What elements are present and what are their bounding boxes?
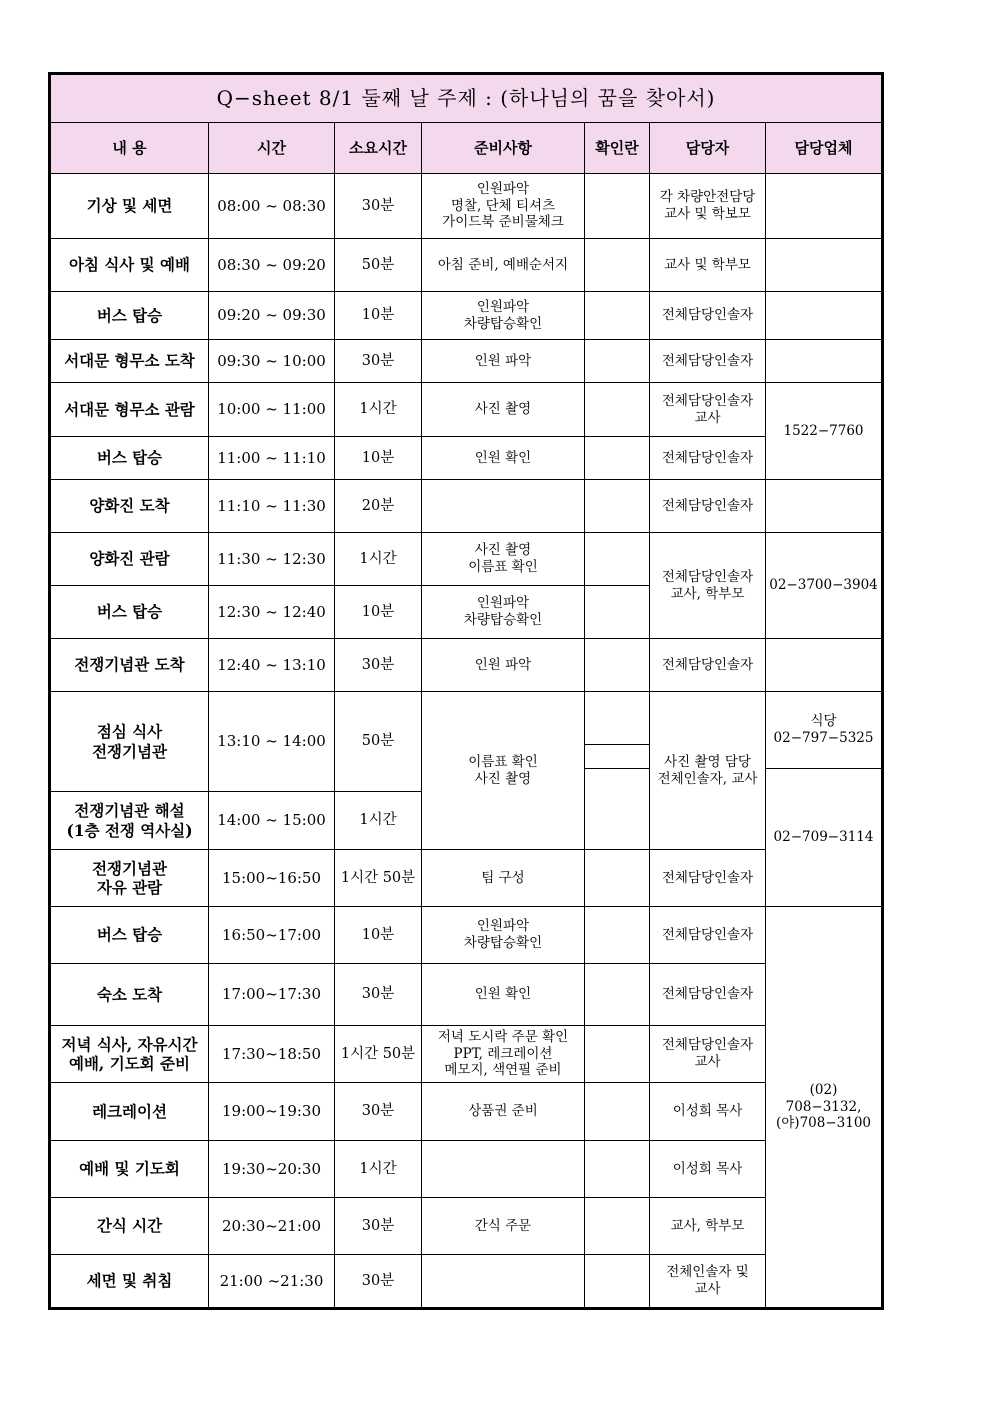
check-cell[interactable] xyxy=(585,964,650,1026)
war-memorial-contact xyxy=(766,768,881,906)
duration-cell xyxy=(335,340,422,383)
prep-cell xyxy=(422,586,585,639)
text-line: 이름표 확인 xyxy=(468,559,538,575)
prep-cell xyxy=(422,239,585,292)
time-cell xyxy=(209,174,335,239)
time-cell xyxy=(209,692,335,792)
check-cell[interactable] xyxy=(585,1083,650,1141)
company-cell xyxy=(766,639,883,692)
text-line: 이성희 목사 xyxy=(672,1103,743,1120)
duration-cell xyxy=(335,1026,422,1083)
text-line: 교사 xyxy=(694,1054,721,1070)
text-line: 02−3700−3904 xyxy=(769,577,878,594)
text-line: 30분 xyxy=(361,1272,395,1289)
schedule-row xyxy=(50,1255,883,1309)
check-cell[interactable] xyxy=(585,1141,650,1198)
text-line: 21:00 ~21:30 xyxy=(219,1271,324,1290)
duration-cell xyxy=(335,692,422,792)
text-line: 양화진 도착 xyxy=(89,496,170,516)
prep-cell xyxy=(422,292,585,340)
time-cell xyxy=(209,1255,335,1309)
schedule-row xyxy=(50,239,883,292)
page-title xyxy=(50,74,883,123)
content-cell xyxy=(50,383,209,437)
prep-cell xyxy=(422,437,585,480)
schedule-row xyxy=(50,437,883,480)
time-cell xyxy=(209,1198,335,1255)
prep-cell xyxy=(422,907,585,964)
text-line: 아침 준비, 예배순서지 xyxy=(437,256,569,273)
person-cell xyxy=(650,437,766,480)
content-cell xyxy=(50,1083,209,1141)
text-line: 차량탑승확인 xyxy=(463,612,543,628)
content-cell xyxy=(50,586,209,639)
person-cell xyxy=(650,639,766,692)
text-line: 전쟁기념관 해설 xyxy=(74,801,185,821)
text-line: 교사 및 학보모 xyxy=(664,206,751,222)
text-line: 교사 및 학부모 xyxy=(664,256,751,273)
text-line: 1522−7760 xyxy=(783,422,864,439)
header-label: 내 용 xyxy=(112,138,147,157)
time-cell xyxy=(209,292,335,340)
text-line: 이름표 확인 xyxy=(468,753,538,770)
restaurant-contact xyxy=(766,692,881,768)
prep-cell xyxy=(422,174,585,239)
check-cell[interactable] xyxy=(585,480,650,533)
content-cell xyxy=(50,964,209,1026)
schedule-row xyxy=(50,340,883,383)
header-label: 담당자 xyxy=(685,138,730,157)
content-cell xyxy=(50,1026,209,1083)
title-text: Q−sheet 8/1 둘째 날 주제 : (하나님의 꿈을 찾아서) xyxy=(216,86,716,110)
text-line: 09:30 ~ 10:00 xyxy=(217,351,326,370)
prep-cell xyxy=(422,1198,585,1255)
prep-cell xyxy=(422,639,585,692)
text-line: 교사 xyxy=(694,409,721,426)
content-cell xyxy=(50,850,209,907)
duration-cell xyxy=(335,1083,422,1141)
duration-cell xyxy=(335,533,422,586)
person-cell xyxy=(650,964,766,1026)
company-cell xyxy=(766,239,883,292)
prep-cell xyxy=(422,383,585,437)
content-cell xyxy=(50,1255,209,1309)
text-line: 전체담당인솔자 xyxy=(661,869,754,886)
duration-cell xyxy=(335,907,422,964)
text-line: 708−3132, xyxy=(785,1098,862,1115)
prep-cell xyxy=(422,1083,585,1141)
text-line: PPT, 레크레이션 xyxy=(453,1045,553,1062)
text-line: 02−709−3114 xyxy=(773,828,874,845)
duration-cell xyxy=(335,964,422,1026)
check-cell[interactable] xyxy=(585,1255,650,1309)
text-line: 교사, 학부모 xyxy=(670,1217,745,1234)
text-line: 버스 탑승 xyxy=(96,925,163,945)
text-line: (야)708−3100 xyxy=(776,1115,872,1132)
text-line: 10분 xyxy=(361,449,395,466)
person-cell xyxy=(650,292,766,340)
header-label: 확인란 xyxy=(595,138,639,157)
check-cell[interactable] xyxy=(585,239,650,292)
text-line: 1시간 xyxy=(359,550,397,567)
check-cell[interactable] xyxy=(585,1198,650,1255)
text-line: 메모지, 색연필 준비 xyxy=(444,1062,562,1079)
text-line: 자유 관람 xyxy=(96,878,163,897)
time-cell xyxy=(209,586,335,639)
header-label: 준비사항 xyxy=(474,138,532,157)
header-content xyxy=(50,123,209,174)
text-line: 12:30 ~ 12:40 xyxy=(217,602,326,621)
person-cell xyxy=(650,533,766,639)
check-cell[interactable] xyxy=(585,850,650,907)
schedule-row xyxy=(50,850,883,907)
duration-cell xyxy=(335,639,422,692)
check-cell[interactable] xyxy=(585,1026,650,1083)
text-line: 전체담당인솔자 xyxy=(661,568,754,585)
duration-cell xyxy=(335,1141,422,1198)
prep-cell xyxy=(422,1255,585,1309)
text-line: 전체담당인솔자 xyxy=(661,1037,754,1054)
text-line: 30분 xyxy=(361,1103,395,1120)
time-cell xyxy=(209,437,335,480)
text-line: 인원 확인 xyxy=(474,449,532,466)
header-company xyxy=(766,123,883,174)
person-cell xyxy=(650,340,766,383)
text-line: 전체담당인솔자 xyxy=(661,307,754,324)
header-label: 담당업체 xyxy=(794,138,853,157)
time-cell xyxy=(209,964,335,1026)
text-line: 차량탑승확인 xyxy=(463,315,543,332)
text-line: 1시간 xyxy=(359,812,397,829)
duration-cell xyxy=(335,383,422,437)
person-cell xyxy=(650,174,766,239)
text-line: 저녁 도시락 주문 확인 xyxy=(437,1028,569,1045)
check-cell[interactable] xyxy=(585,639,650,692)
schedule-row xyxy=(50,964,883,1026)
text-line: 명찰, 단체 티셔츠 xyxy=(450,197,556,214)
check-cell[interactable] xyxy=(585,292,650,340)
header-check xyxy=(585,123,650,174)
text-line: 12:40 ~ 13:10 xyxy=(217,655,326,674)
text-line: 전쟁기념관 도착 xyxy=(74,655,185,675)
text-line: 17:00~17:30 xyxy=(221,985,322,1004)
text-line: (02) xyxy=(809,1081,838,1098)
content-cell xyxy=(50,174,209,239)
content-cell xyxy=(50,533,209,586)
check-cell[interactable] xyxy=(585,586,650,639)
time-cell xyxy=(209,907,335,964)
text-line: 30분 xyxy=(361,1217,395,1234)
text-line: 인원파악 xyxy=(476,918,530,935)
person-cell xyxy=(650,239,766,292)
text-line: 11:10 ~ 11:30 xyxy=(217,496,326,515)
text-line: 인원 파악 xyxy=(474,352,532,369)
schedule-row xyxy=(50,533,883,586)
text-line: 예배 및 기도회 xyxy=(79,1159,180,1179)
text-line: 상품권 준비 xyxy=(468,1103,538,1120)
text-line: 예배, 기도회 준비 xyxy=(68,1054,190,1073)
text-line: 19:30~20:30 xyxy=(221,1159,322,1178)
duration-cell xyxy=(335,1198,422,1255)
duration-cell xyxy=(335,792,422,850)
text-line: 세면 및 취침 xyxy=(86,1271,173,1291)
text-line: 09:20 ~ 09:30 xyxy=(217,306,326,325)
time-cell xyxy=(209,340,335,383)
text-line: 인원파악 xyxy=(476,595,530,612)
content-cell xyxy=(50,239,209,292)
text-line: 가이드북 준비물체크 xyxy=(442,214,564,231)
header-duration xyxy=(335,123,422,174)
content-cell xyxy=(50,1198,209,1255)
company-cell xyxy=(766,174,883,239)
text-line: 1시간 xyxy=(359,1160,397,1177)
text-line: 차량탑승확인 xyxy=(463,935,543,951)
content-cell xyxy=(50,340,209,383)
duration-cell xyxy=(335,437,422,480)
text-line: 아침 식사 및 예배 xyxy=(68,255,190,275)
text-line: 전쟁기념관 xyxy=(92,741,167,761)
person-cell xyxy=(650,480,766,533)
duration-cell xyxy=(335,239,422,292)
duration-cell xyxy=(335,850,422,907)
text-line: 16:50~17:00 xyxy=(221,925,322,944)
text-line: 08:00 ~ 08:30 xyxy=(217,196,326,215)
schedule-row xyxy=(50,907,883,964)
company-cell xyxy=(766,340,883,383)
prep-cell xyxy=(422,1141,585,1198)
person-cell xyxy=(650,850,766,907)
text-line: 10분 xyxy=(361,926,395,943)
person-cell xyxy=(650,1083,766,1141)
text-line: 20분 xyxy=(361,497,395,514)
check-cell[interactable] xyxy=(585,174,650,239)
content-cell xyxy=(50,292,209,340)
text-line: 20:30~21:00 xyxy=(221,1216,322,1235)
text-line: 서대문 형무소 관람 xyxy=(64,399,195,419)
time-cell xyxy=(209,480,335,533)
text-line: 10:00 ~ 11:00 xyxy=(217,400,326,419)
text-line: (1층 전쟁 역사실) xyxy=(66,820,193,840)
text-line: 13:10 ~ 14:00 xyxy=(217,732,326,751)
text-line: 교사 xyxy=(694,1281,721,1297)
company-cell-yanghwajin xyxy=(766,533,883,639)
text-line: 인원 확인 xyxy=(474,986,532,1003)
text-line: 전체담당인솔자 xyxy=(661,656,754,673)
text-line: 서대문 형무소 도착 xyxy=(64,351,195,371)
content-cell xyxy=(50,792,209,850)
prep-cell xyxy=(422,533,585,586)
text-line: 1시간 50분 xyxy=(340,1045,416,1062)
text-line: 1시간 50분 xyxy=(340,869,416,886)
company-cell-seodaemun xyxy=(766,383,883,480)
text-line: 10분 xyxy=(361,603,395,620)
content-cell xyxy=(50,480,209,533)
text-line: 전체담당인솔자 xyxy=(661,497,754,514)
text-line: 팀 구성 xyxy=(481,869,525,886)
text-line: 10분 xyxy=(361,307,395,324)
company-cell xyxy=(766,480,883,533)
text-line: 양화진 관람 xyxy=(89,549,170,569)
prep-cell xyxy=(422,480,585,533)
text-line: 전체담당인솔자 xyxy=(661,392,754,409)
text-line: 버스 탑승 xyxy=(96,305,163,325)
time-cell xyxy=(209,850,335,907)
text-line: 15:00~16:50 xyxy=(221,868,322,887)
header-time xyxy=(209,123,335,174)
prep-cell xyxy=(422,692,585,850)
header-label: 소요시간 xyxy=(349,138,407,157)
person-cell xyxy=(650,1255,766,1309)
check-cell[interactable] xyxy=(585,383,650,437)
person-cell xyxy=(650,1026,766,1083)
text-line: 1시간 xyxy=(359,401,397,418)
time-cell xyxy=(209,792,335,850)
content-cell xyxy=(50,437,209,480)
text-line: 30분 xyxy=(361,197,395,214)
text-line: 전쟁기념관 xyxy=(92,858,167,878)
check-cell[interactable] xyxy=(585,692,650,850)
person-cell xyxy=(650,692,766,850)
schedule-row xyxy=(50,639,883,692)
text-line: 인원파악 xyxy=(476,180,530,197)
company-cell-war-memorial xyxy=(766,692,883,907)
person-cell xyxy=(650,1198,766,1255)
person-cell xyxy=(650,1141,766,1198)
text-line: 사진 촬영 xyxy=(474,770,532,787)
text-line: 기상 및 세면 xyxy=(86,196,173,216)
header-prep xyxy=(422,123,585,174)
text-line: 식당 xyxy=(810,712,837,729)
text-line: 30분 xyxy=(361,986,395,1003)
time-cell xyxy=(209,533,335,586)
schedule-row xyxy=(50,174,883,239)
text-line: 19:00~19:30 xyxy=(221,1102,322,1121)
text-line: 전체담당인솔자 xyxy=(661,352,754,369)
duration-cell xyxy=(335,586,422,639)
text-line: 50분 xyxy=(361,733,395,750)
check-cell[interactable] xyxy=(585,907,650,964)
text-line: 간식 주문 xyxy=(474,1217,532,1234)
text-line: 이성희 목사 xyxy=(672,1160,743,1177)
text-line: 02−797−5325 xyxy=(773,729,874,746)
text-line: 사진 촬영 xyxy=(474,542,532,559)
text-line: 인원파악 xyxy=(476,298,530,315)
text-line: 버스 탑승 xyxy=(96,448,163,468)
text-line: 전체담당인솔자 xyxy=(661,449,754,466)
text-line: 교사, 학부모 xyxy=(670,585,745,602)
header-person xyxy=(650,123,766,174)
schedule-row xyxy=(50,292,883,340)
company-cell-lodging xyxy=(766,907,883,1309)
person-cell xyxy=(650,907,766,964)
content-cell xyxy=(50,692,209,792)
text-line: 17:30~18:50 xyxy=(221,1044,322,1063)
text-line: 레크레이션 xyxy=(92,1101,167,1121)
prep-cell xyxy=(422,850,585,907)
duration-cell xyxy=(335,292,422,340)
prep-cell xyxy=(422,340,585,383)
duration-cell xyxy=(335,1255,422,1309)
check-cell[interactable] xyxy=(585,533,650,586)
schedule-row xyxy=(50,1026,883,1083)
text-line: 사진 촬영 담당 xyxy=(664,753,751,770)
content-cell xyxy=(50,907,209,964)
schedule-row xyxy=(50,1198,883,1255)
text-line: 11:00 ~ 11:10 xyxy=(217,448,326,467)
person-cell xyxy=(650,383,766,437)
text-line: 버스 탑승 xyxy=(96,602,163,622)
content-cell xyxy=(50,639,209,692)
prep-cell xyxy=(422,964,585,1026)
text-line: 점심 식사 xyxy=(96,722,163,742)
time-cell xyxy=(209,639,335,692)
text-line: 전체인솔자 및 xyxy=(666,1264,749,1281)
check-cell[interactable] xyxy=(585,340,650,383)
text-line: 전체인솔자, 교사 xyxy=(657,770,758,787)
text-line: 08:30 ~ 09:20 xyxy=(217,255,326,274)
schedule-row xyxy=(50,1083,883,1141)
content-cell xyxy=(50,1141,209,1198)
text-line: 인원 파악 xyxy=(474,656,532,673)
time-cell xyxy=(209,1026,335,1083)
text-line: 간식 시간 xyxy=(96,1216,163,1236)
duration-cell xyxy=(335,174,422,239)
text-line: 저녁 식사, 자유시간 xyxy=(61,1034,198,1054)
q-sheet-table xyxy=(48,72,884,1310)
text-line: 사진 촬영 xyxy=(474,401,532,418)
text-line: 각 차량안전담당 xyxy=(659,189,756,206)
time-cell xyxy=(209,239,335,292)
text-line: 전체담당인솔자 xyxy=(661,986,754,1003)
company-cell xyxy=(766,292,883,340)
text-line: 11:30 ~ 12:30 xyxy=(217,549,326,568)
prep-cell xyxy=(422,1026,585,1083)
text-line: 14:00 ~ 15:00 xyxy=(217,811,326,830)
check-cell[interactable] xyxy=(585,437,650,480)
time-cell xyxy=(209,1083,335,1141)
duration-cell xyxy=(335,480,422,533)
time-cell xyxy=(209,1141,335,1198)
schedule-row xyxy=(50,383,883,437)
text-line: 전체담당인솔자 xyxy=(661,926,754,943)
time-cell xyxy=(209,383,335,437)
header-label: 시간 xyxy=(257,138,286,157)
schedule-row xyxy=(50,1141,883,1198)
text-line: 50분 xyxy=(361,256,395,273)
schedule-row xyxy=(50,692,883,792)
text-line: 30분 xyxy=(361,656,395,673)
text-line: 숙소 도착 xyxy=(96,984,163,1004)
text-line: 30분 xyxy=(361,352,395,369)
schedule-row xyxy=(50,480,883,533)
